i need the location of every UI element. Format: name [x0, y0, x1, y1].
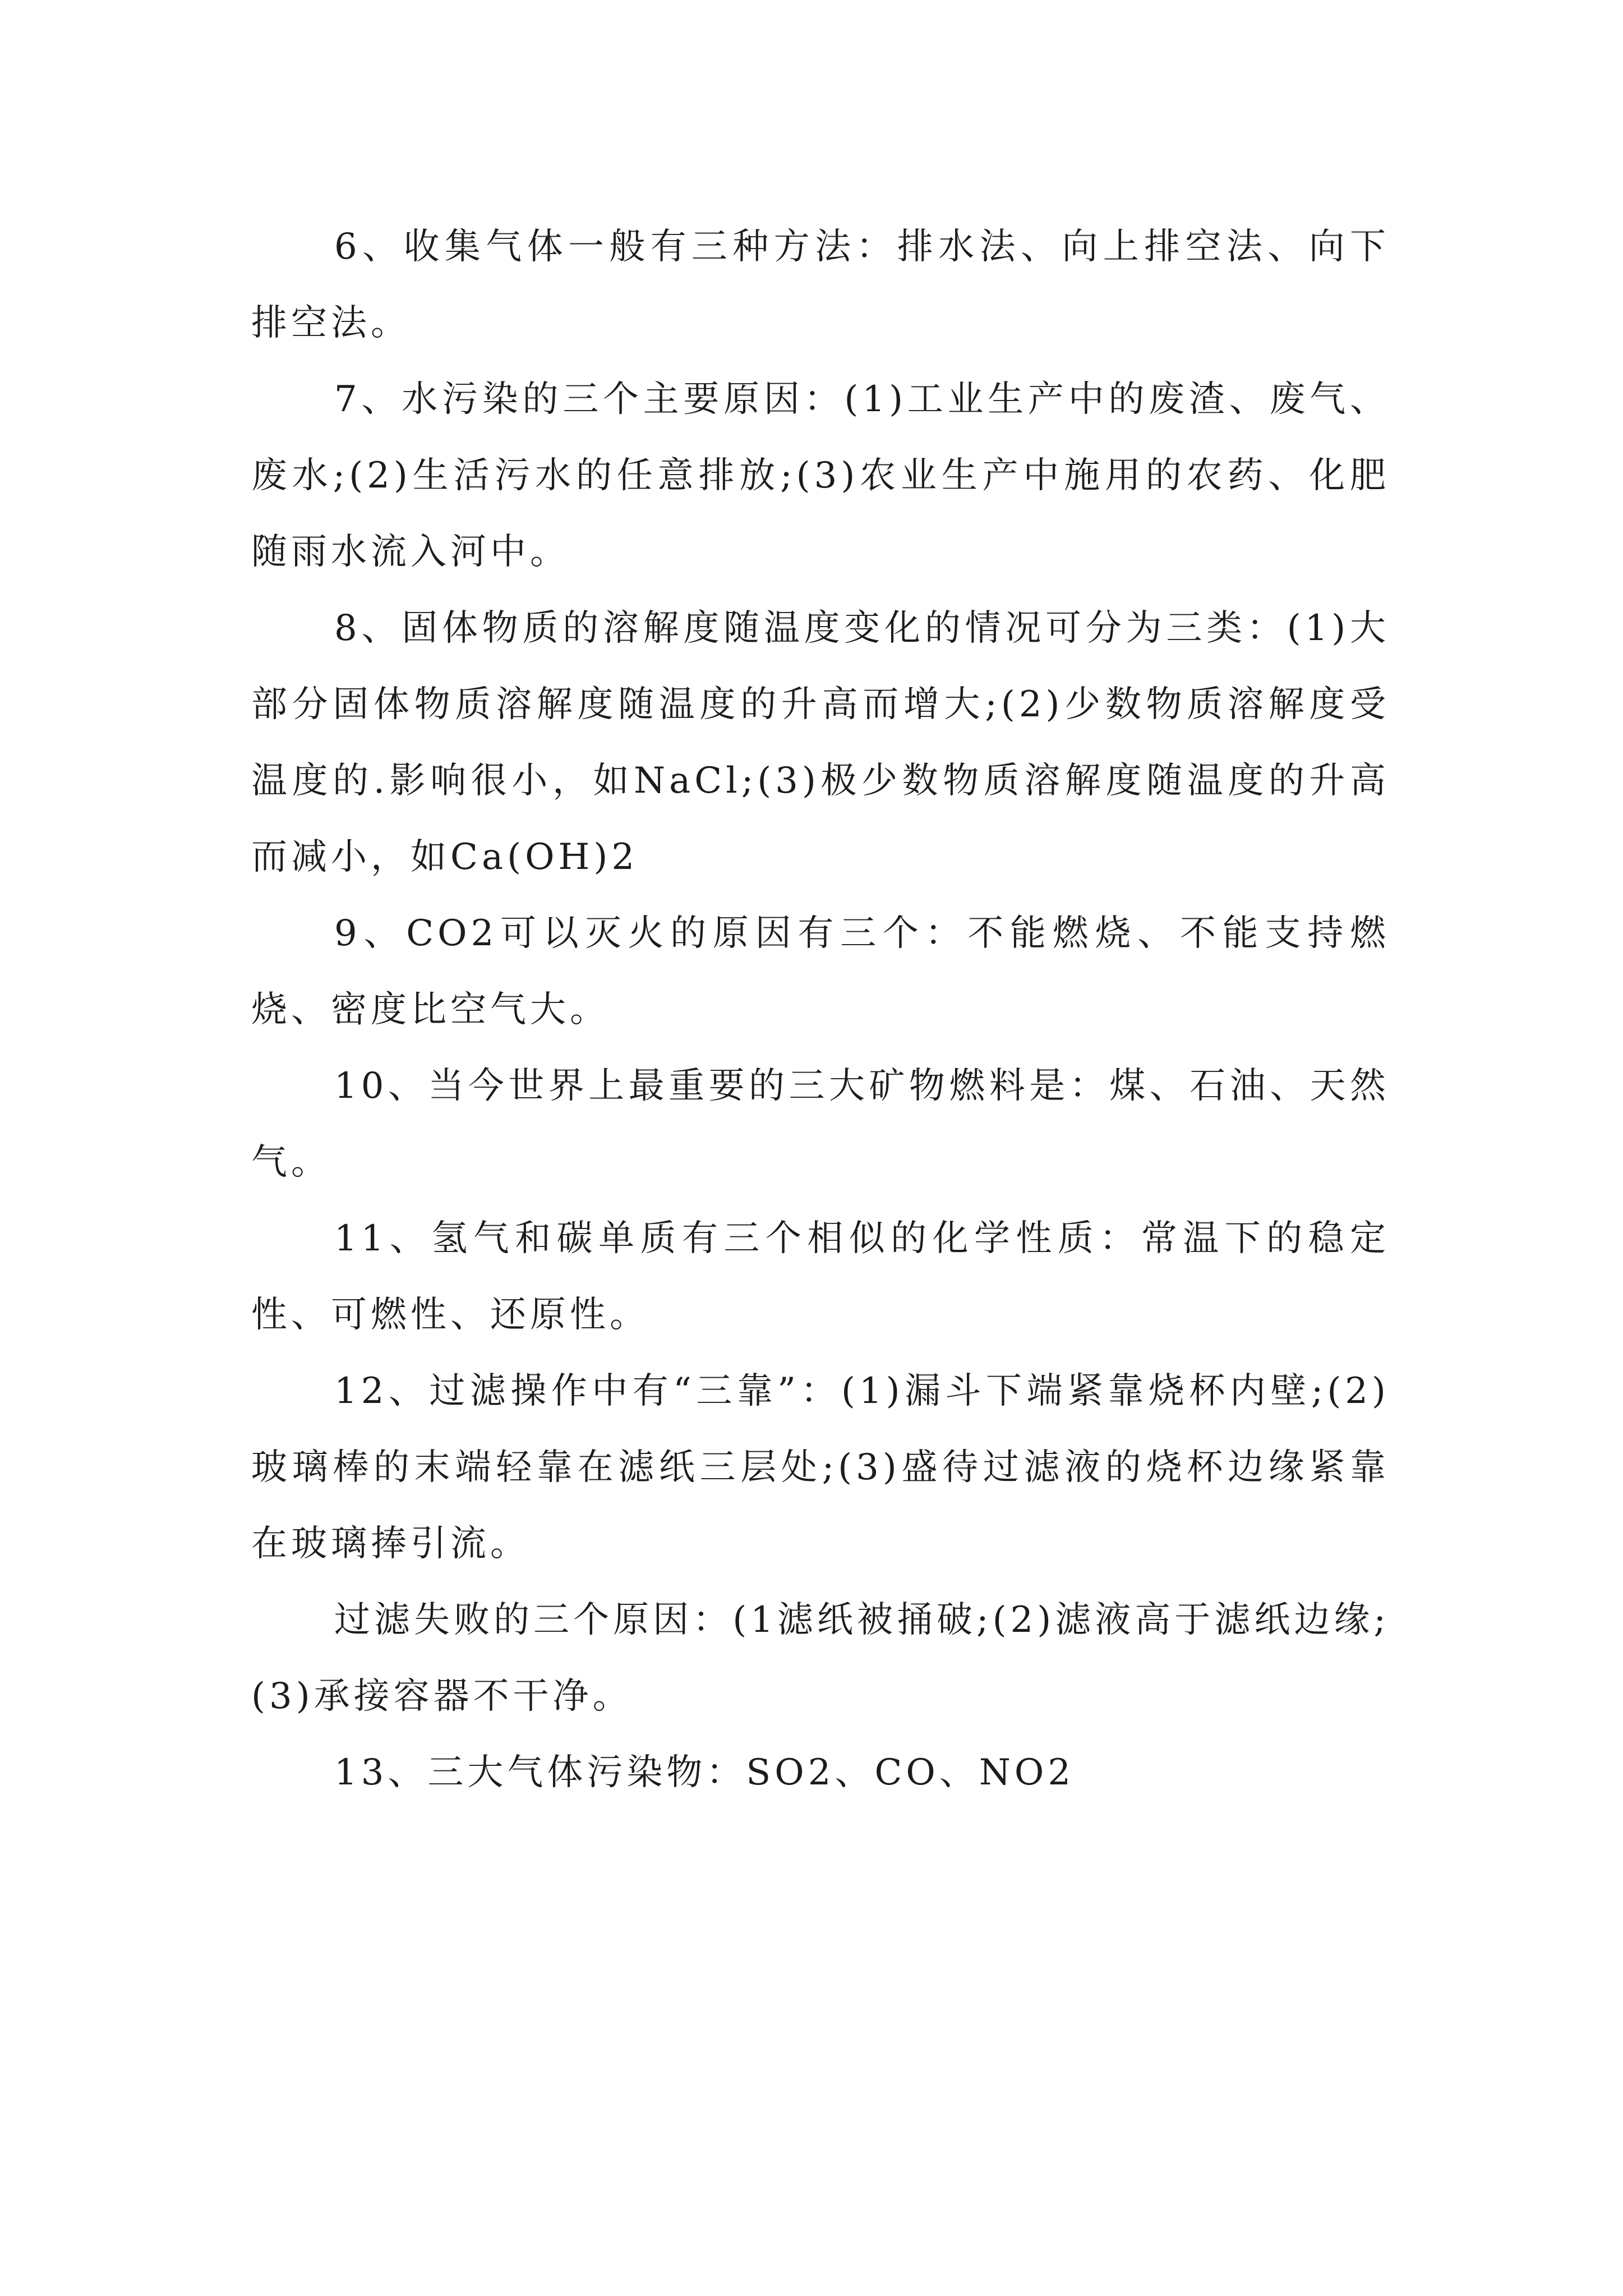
paragraph-7-water-pollution: 7、水污染的三个主要原因：(1)工业生产中的废渣、废气、废水;(2)生活污水的任意排放;(3)农业生产中施用的农药、化肥随雨水流入河中。 [251, 379, 1390, 573]
paragraph-8-solubility: 8、固体物质的溶解度随温度变化的情况可分为三类：(1)大部分固体物质溶解度随温度的升高而增大;(2)少数物质溶解度受温度的.影响很小，如NaCl;(3)极少数物质溶解度随温度的升高而减小，如Ca(OH)2 [251, 608, 1390, 878]
paragraph-13-gas-pollutants: 13、三大气体污染物：SO2、CO、NO2 [334, 1752, 1075, 1793]
paragraph-9-co2-fire: 9、CO2可以灭火的原因有三个：不能燃烧、不能支持燃烧、密度比空气大。 [251, 913, 1390, 1030]
paragraph-filtration-failure: 过滤失败的三个原因：(1滤纸被捅破;(2)滤液高于滤纸边缘;(3)承接容器不干净。 [251, 1599, 1390, 1717]
paragraph-6-gas-collection: 6、收集气体一般有三种方法：排水法、向上排空法、向下排空法。 [251, 226, 1390, 344]
paragraph-11-hydrogen-carbon: 11、氢气和碳单质有三个相似的化学性质：常温下的稳定性、可燃性、还原性。 [251, 1218, 1390, 1336]
document-body [251, 209, 1390, 1811]
paragraph-10-fossil-fuels: 10、当今世界上最重要的三大矿物燃料是：煤、石油、天然气。 [251, 1065, 1390, 1183]
paragraph-12-filtration: 12、过滤操作中有“三靠”：(1)漏斗下端紧靠烧杯内壁;(2)玻璃棒的末端轻靠在滤纸三层处;(3)盛待过滤液的烧杯边缘紧靠在玻璃捧引流。 [251, 1370, 1390, 1565]
